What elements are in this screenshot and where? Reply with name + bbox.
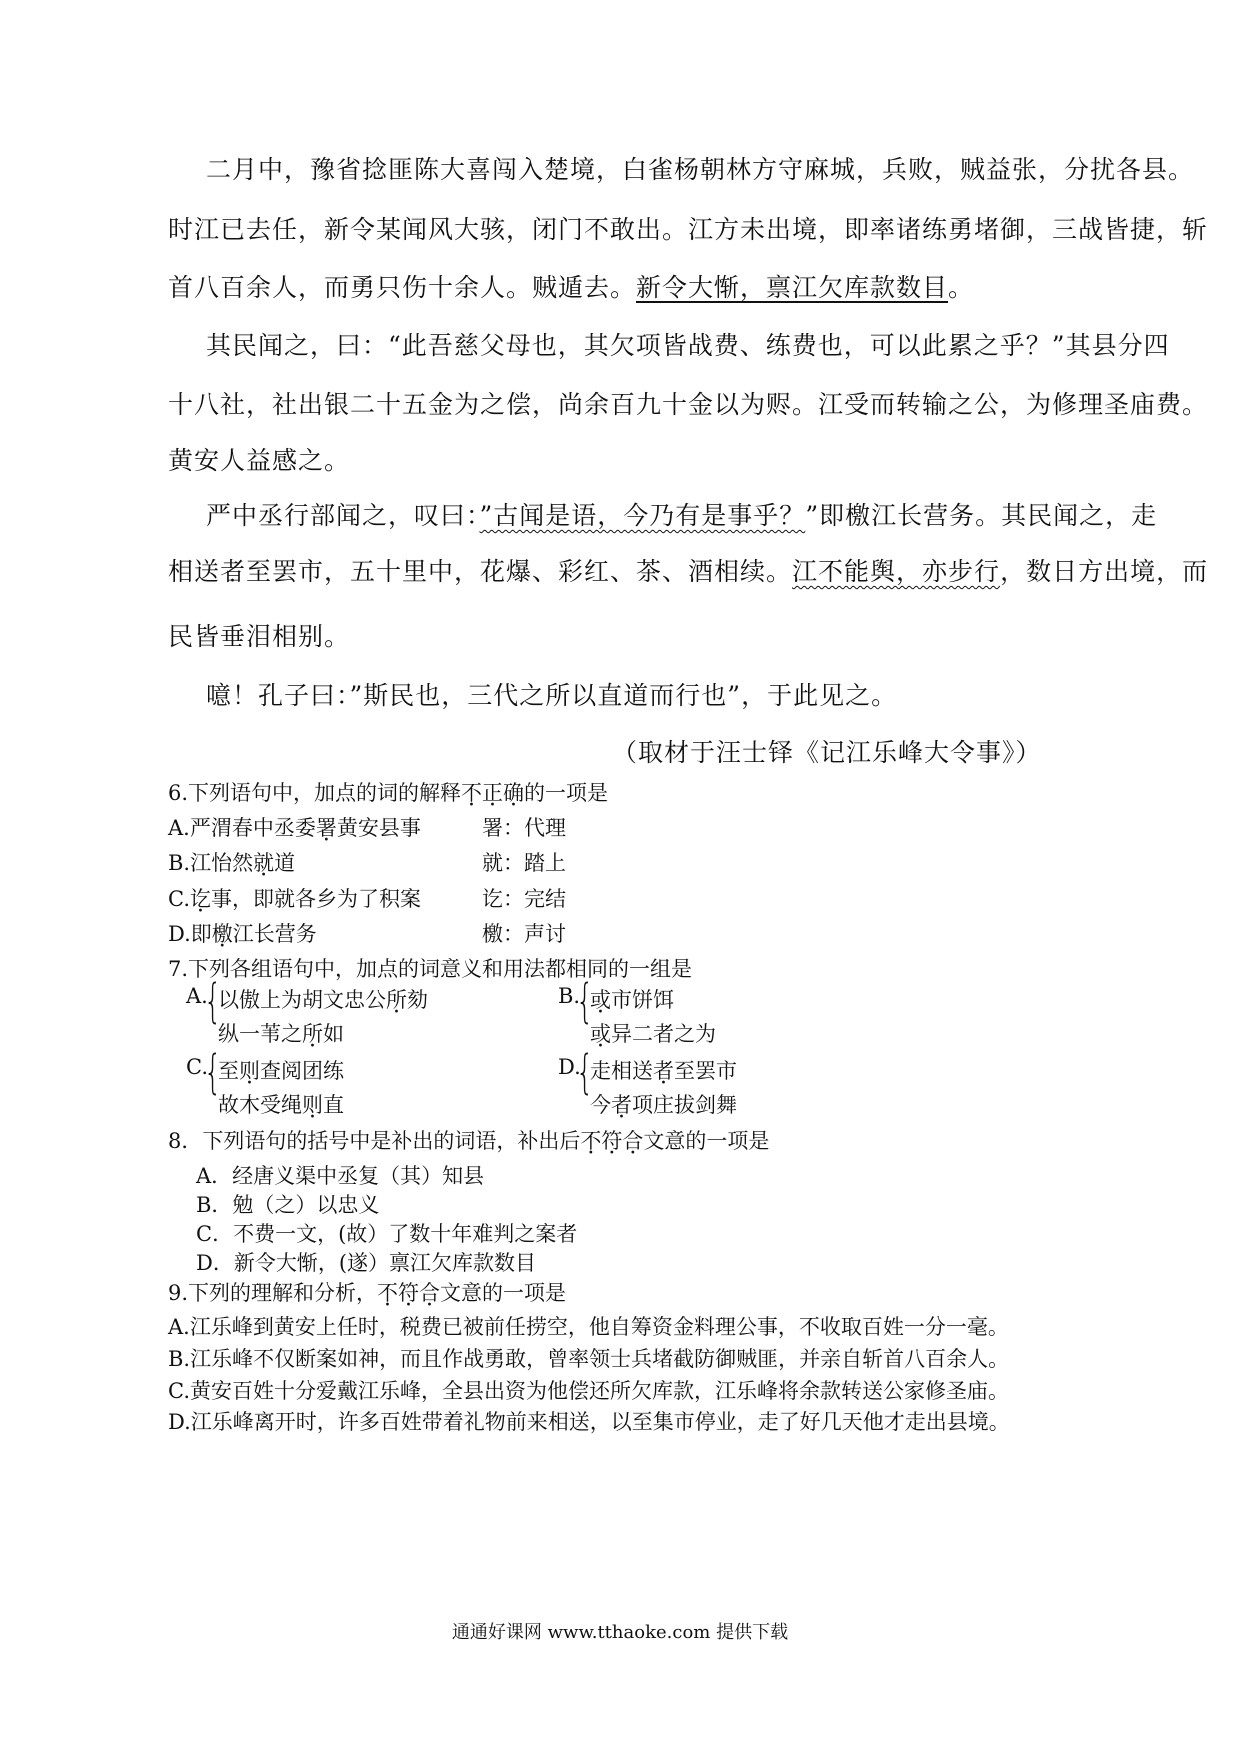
passage-line-6: 黄安人益感之。 <box>168 446 351 475</box>
passage-line-3: 首八百余人，而勇只伤十余人。贼遁去。新令大惭，禀江欠库款数目。 <box>168 273 975 302</box>
question-6-option-d: D.即檄江长营务 <box>168 922 317 946</box>
passage-line-1: 二月中，豫省捻匪陈大喜闯入楚境，白雀杨朝林方守麻城，兵败，贼益张，分扰各县。 <box>206 155 1195 184</box>
wavy-underlined-phrase: ”古闻是语，今乃有是事乎？ <box>479 501 806 530</box>
source-citation: （取材于汪士铎《记江乐峰大令事》） <box>612 738 1042 767</box>
question-9-option-d: D.江乐峰离开时，许多百姓带着礼物前来相送，以至集市停业，走了好几天他才走出县境。 <box>168 1410 1010 1434</box>
question-6-gloss-c: 讫：完结 <box>482 887 566 911</box>
question-7-c-line-2: 故木受绳则直 <box>218 1093 344 1117</box>
passage-line-2: 时江已去任，新令某闻风大骇，闭门不敢出。江方未出境，即率诸练勇堵御，三战皆捷，斩 <box>168 215 1209 244</box>
page-footer: 通通好课网 www.tthaoke.com 提供下载 <box>451 1622 789 1643</box>
question-7-d-line-2: 今者项庄拔剑舞 <box>590 1093 737 1117</box>
question-8-option-c: C．不费一文，(故）了数十年难判之案者 <box>196 1222 578 1246</box>
brace-d: { <box>576 1045 594 1099</box>
question-7-label-d: D. <box>558 1055 581 1079</box>
question-7-c-line-1: 至则查阅团练 <box>218 1059 344 1083</box>
question-9-option-a: A.江乐峰到黄安上任时，税费已被前任捞空，他自筹资金料理公事，不收取百姓一分一毫。 <box>168 1315 1009 1339</box>
question-7-b-line-1: 或市饼饵 <box>590 988 674 1012</box>
passage-line-8: 相送者至罢市，五十里中，花爆、彩红、茶、酒相续。江不能舆，亦步行，数日方出境，而 <box>168 557 1209 586</box>
passage-line-7: 严中丞行部闻之，叹曰：”古闻是语，今乃有是事乎？”即檄江长营务。其民闻之，走 <box>206 501 1158 530</box>
passage-line-10: 噫！孔子曰：”斯民也，三代之所以直道而行也”，于此见之。 <box>206 681 898 710</box>
question-9-option-b: B.江乐峰不仅断案如神，而且作战勇敢，曾率领士兵堵截防御贼匪，并亲自斩首八百余人。 <box>168 1347 1010 1371</box>
question-7-label-b: B. <box>558 984 581 1008</box>
question-6-gloss-b: 就：踏上 <box>482 851 566 875</box>
question-8-stem: 8．下列语句的括号中是补出的词语，补出后不符合文意的一项是 <box>168 1129 770 1153</box>
question-7-d-line-1: 走相送者至罢市 <box>590 1059 737 1083</box>
brace-b: { <box>576 974 594 1028</box>
brace-c: { <box>204 1045 222 1099</box>
passage-line-9: 民皆垂泪相别。 <box>168 622 351 651</box>
dotted-char: 者 <box>220 557 247 586</box>
passage-line-4: 其民闻之，曰：“此吾慈父母也，其欠项皆战费、练费也，可以此累之乎？”其县分四 <box>206 331 1170 360</box>
question-9-stem: 9.下列的理解和分析，不符合文意的一项是 <box>168 1281 567 1305</box>
question-6-gloss-d: 檄：声讨 <box>482 922 566 946</box>
passage-line-5: 十八社，社出银二十五金为之偿，尚余百九十金以为赆。江受而转输之公，为修理圣庙费。 <box>168 390 1209 419</box>
question-7-a-line-1: 以傲上为胡文忠公所劾 <box>218 988 428 1012</box>
question-7-b-line-2: 或异二者之为 <box>590 1022 716 1046</box>
question-7-stem: 7.下列各组语句中，加点的词意义和用法都相同的一组是 <box>168 957 693 981</box>
question-6-gloss-a: 署：代理 <box>482 816 566 840</box>
question-6-option-b: B.江怡然就道 <box>168 851 296 875</box>
question-8-option-b: B．勉（之）以忠义 <box>196 1193 380 1217</box>
wavy-underlined-phrase: 江不能舆，亦步行 <box>792 557 1001 586</box>
question-6-stem: 6.下列语句中，加点的词的解释不正确的一项是 <box>168 781 609 805</box>
question-6-option-a: A.严渭春中丞委署黄安县事 <box>168 816 421 840</box>
brace-a: { <box>204 974 222 1028</box>
question-6-option-c: C.讫事，即就各乡为了积案 <box>168 887 421 911</box>
question-7-a-line-2: 纵一苇之所如 <box>218 1022 344 1046</box>
question-7-label-a: A. <box>186 984 208 1008</box>
question-8-option-d: D．新令大惭，(遂）禀江欠库款数目 <box>196 1251 537 1275</box>
question-8-option-a: A．经唐义渠中丞复（其）知县 <box>196 1164 485 1188</box>
question-9-option-c: C.黄安百姓十分爱戴江乐峰，全县出资为他偿还所欠库款，江乐峰将余款转送公家修圣庙。 <box>168 1379 1009 1403</box>
underlined-sentence: 新令大惭，禀江欠库款数目 <box>636 273 949 302</box>
question-7-label-c: C. <box>186 1055 208 1079</box>
